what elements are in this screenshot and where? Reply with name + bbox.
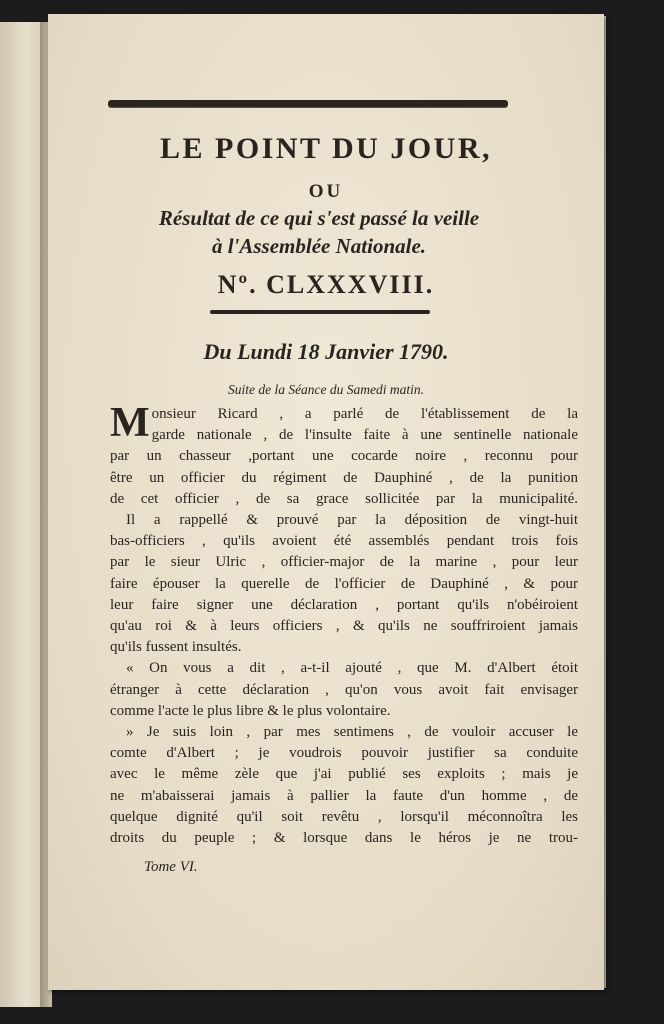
body-line: comme l'acte le plus libre & le plus volontaire. <box>110 702 391 719</box>
body-line: « On vous a dit , a-t-il ajouté , que M. d'Albert étoit <box>126 660 578 677</box>
body-line: garde nationale , de l'insulte faite à une sentinelle nationale <box>151 427 578 444</box>
body-line: être un officier du régiment de Dauphiné , de la punition <box>110 469 578 486</box>
title-conjunction: OU <box>308 181 344 202</box>
body-line: étranger à cette déclaration , qu'on vous avoit fait envisager <box>110 681 578 698</box>
subtitle-line-1: Résultat de ce qui s'est passé la veille <box>158 206 480 230</box>
body-line: ne m'abaisserai jamais à pallier la faute d'un homme , de <box>110 787 578 804</box>
body-line: faire épouser la querelle de l'officier de Dauphiné , & pour <box>110 575 578 592</box>
body-line: » Je suis loin , par mes sentimens , de vouloir accuser le <box>126 724 578 741</box>
subtitle-line-2: à l'Assemblée Nationale. <box>211 234 427 258</box>
left-page-edge <box>0 22 44 1007</box>
body-line: quelque dignité qu'il soit revêtu , lorsqu'il méconnoîtra les <box>110 808 578 825</box>
body-line: comte d'Albert ; je voudrois pouvoir justifier sa conduite <box>110 745 578 762</box>
body-line: Il a rappellé & prouvé par la déposition de vingt-huit <box>126 512 578 529</box>
volume-signature: Tome VI. <box>144 859 198 875</box>
top-ornamental-rule <box>108 100 508 107</box>
body-line: par le sieur Ulric , officier-major de la marine , pour leur <box>110 554 578 571</box>
document-page <box>48 14 604 990</box>
body-line: bas-officiers , qu'ils avoient été assemblés pendant trois fois <box>110 533 578 550</box>
issue-number: Nº. CLXXXVIII. <box>217 270 435 299</box>
body-line: leur faire signer une déclaration , portant qu'ils n'obéiroient <box>110 596 578 613</box>
journal-title: LE POINT DU JOUR, <box>160 132 492 165</box>
body-line: onsieur Ricard , a parlé de l'établissement de la <box>151 406 578 422</box>
issue-date: Du Lundi 18 Janvier 1790. <box>203 339 449 364</box>
body-line: de cet officier , de sa grace sollicitée par la municipalité. <box>110 490 578 507</box>
drop-cap: M <box>110 400 150 446</box>
middle-rule <box>210 310 430 314</box>
section-heading: Suite de la Séance du Samedi matin. <box>227 382 425 397</box>
body-line: droits du peuple ; & lorsque dans le héros je ne trou- <box>110 830 578 847</box>
body-line: qu'ils fussent insultés. <box>110 639 242 656</box>
body-line: par un chasseur ,portant une cocarde noire , reconnu pour <box>110 448 578 465</box>
article-body <box>110 400 578 849</box>
body-line: avec le même zèle que j'ai publié ses exploits ; mais je <box>110 766 578 783</box>
body-line: qu'au roi & à leurs officiers , & qu'ils ne souffriroient jamais <box>110 618 578 635</box>
